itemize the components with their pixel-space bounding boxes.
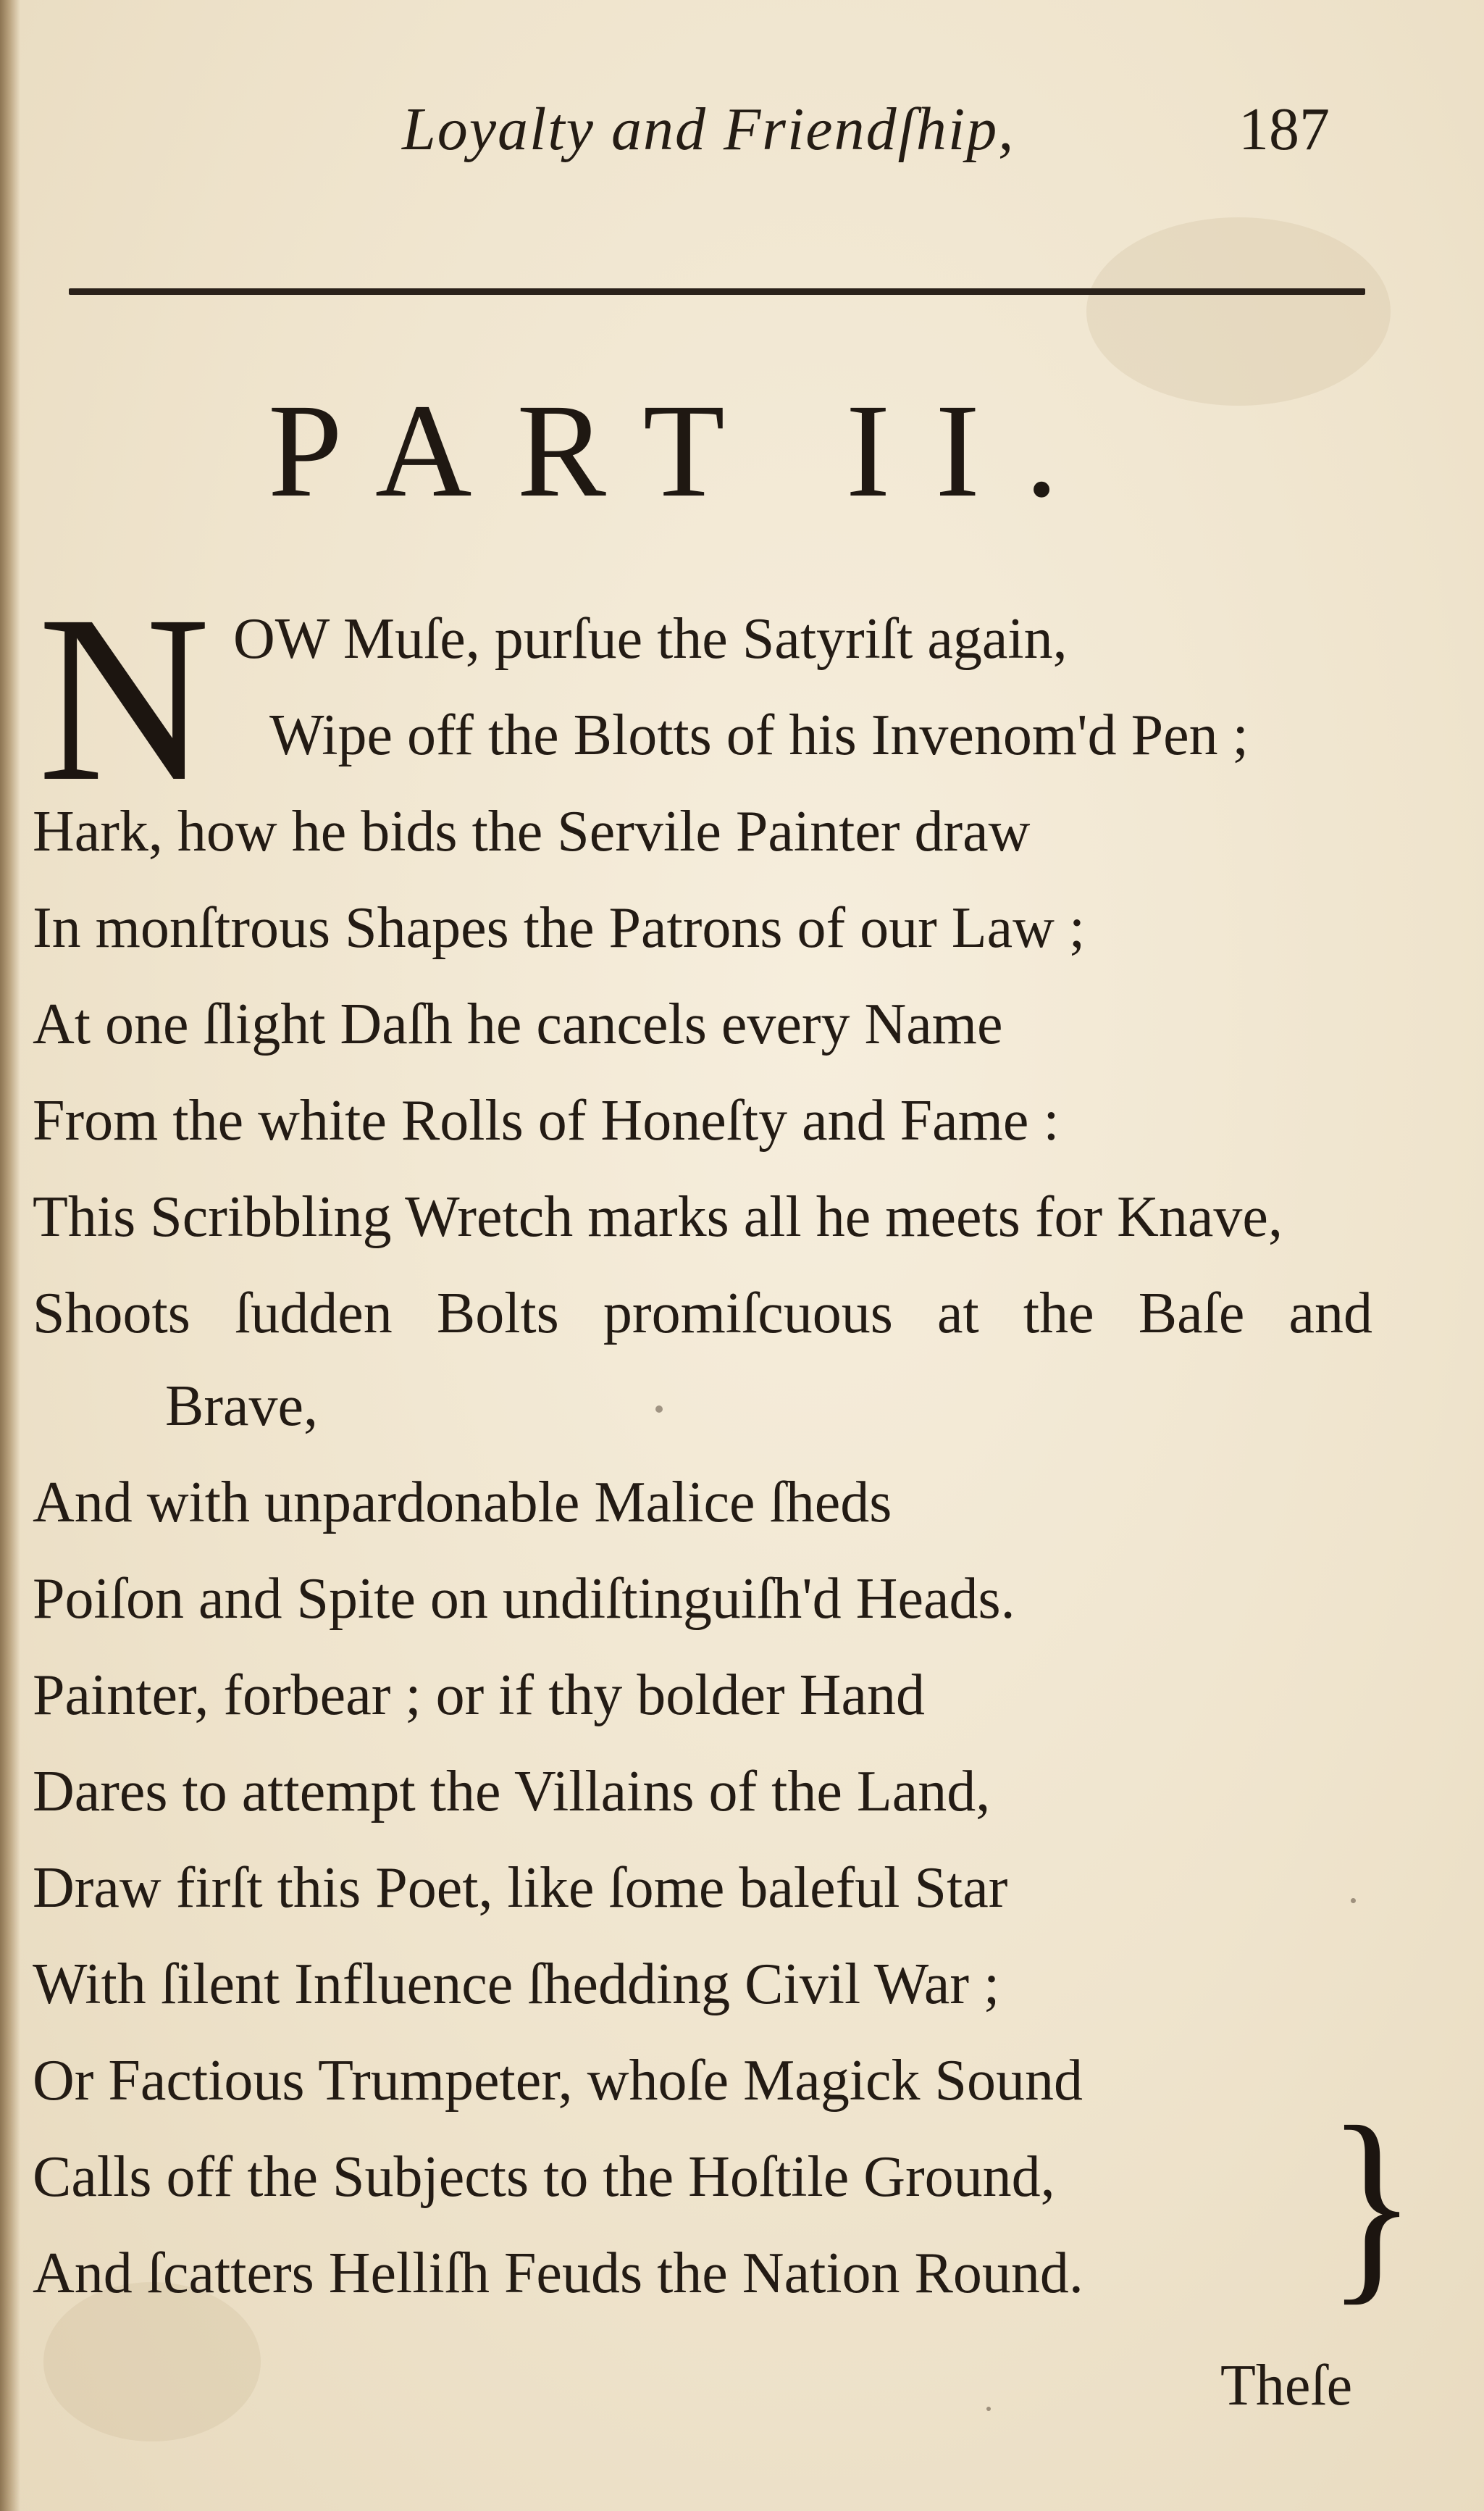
poem-line: Dares to attempt the Villains of the Land, <box>33 1760 991 1823</box>
poem-line: With ſilent Influence ſhedding Civil War ; <box>33 1952 1000 2016</box>
poem-line: Wipe off the Blotts of his Invenom'd Pen ; <box>269 703 1249 767</box>
poem-line: From the white Rolls of Honeſty and Fame : <box>33 1089 1060 1153</box>
drop-cap: N <box>38 567 211 831</box>
poem-line: This Scribbling Wretch marks all he meets for Knave, <box>33 1185 1283 1249</box>
poem-line: At one ſlight Daſh he cancels every Name <box>33 993 1003 1056</box>
poem-line: Hark, how he bids the Servile Painter draw <box>33 800 1031 864</box>
poem-line: Draw firſt this Poet, like ſome baleful Star <box>33 1856 1008 1920</box>
poem-line: Shoots ſudden Bolts promiſcuous at the Baſe and <box>33 1282 1372 1345</box>
part-heading: PART II. <box>268 377 1104 525</box>
triplet-brace: } <box>1327 2082 1417 2323</box>
poem-line: And with unpardonable Malice ſheds <box>33 1471 892 1534</box>
poem-line: And ſcatters Helliſh Feuds the Nation Round. <box>33 2241 1083 2305</box>
page-number: 187 <box>1238 96 1330 163</box>
poem-line: OW Muſe, purſue the Satyriſt again, <box>233 607 1068 671</box>
poem-line: Or Factious Trumpeter, whoſe Magick Sound <box>33 2049 1083 2113</box>
poem-line: In monſtrous Shapes the Patrons of our Law ; <box>33 896 1086 960</box>
catchword: Theſe <box>1220 2354 1353 2418</box>
poem-line: Poiſon and Spite on undiſtinguiſh'd Heads. <box>33 1567 1015 1631</box>
running-title: Loyalty and Friendſhip, <box>402 96 1015 163</box>
poem-line: Painter, forbear ; or if thy bolder Hand <box>33 1663 925 1727</box>
poem-line: Calls off the Subjects to the Hoſtile Ground, <box>33 2145 1055 2209</box>
poem-line: Brave, <box>165 1374 319 1438</box>
